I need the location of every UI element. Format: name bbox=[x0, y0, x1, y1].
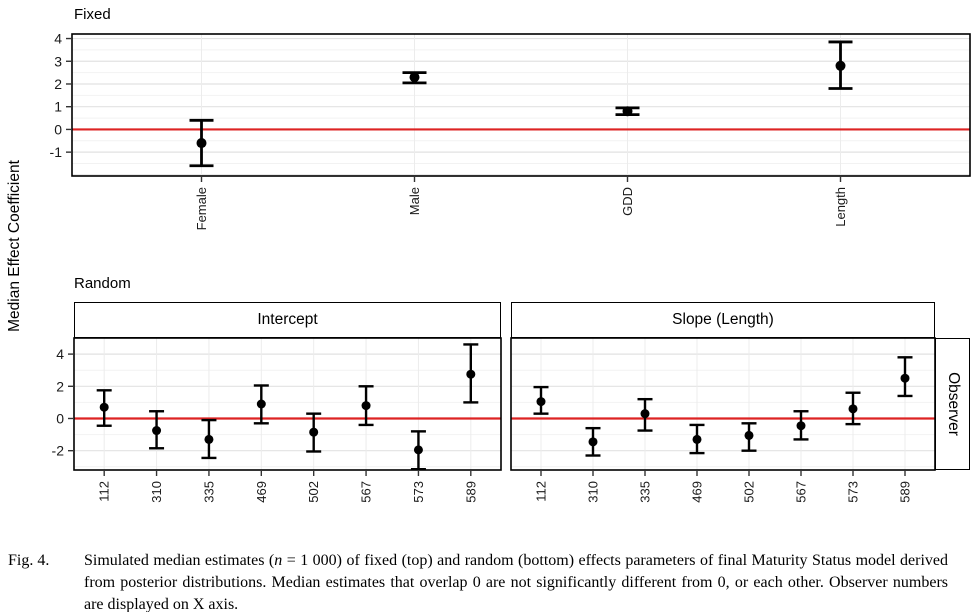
random-intercept-median-point bbox=[204, 435, 213, 444]
random-intercept-xtick-label: 310 bbox=[149, 481, 165, 503]
random-slope-xtick-label: 589 bbox=[897, 481, 913, 503]
random-slope-median-point bbox=[849, 404, 858, 413]
fixed-panel-title: Fixed bbox=[74, 6, 111, 23]
strip-slope-length bbox=[511, 302, 935, 338]
random-slope-median-point bbox=[797, 421, 806, 430]
random-intercept-median-point bbox=[309, 428, 318, 437]
fixed-ytick-label: 4 bbox=[54, 30, 62, 47]
caption-text: Simulated median estimates (n = 1 000) of fixed (top) and random (bottom) effects parameters of final Maturity Status model derived from posterior distributions. Median estimates that overlap 0 are not significantly different from 0, or each other. Observer numbers are displayed on X axis. bbox=[84, 552, 949, 612]
fixed-median-point bbox=[197, 138, 207, 148]
random-slope-median-point bbox=[537, 397, 546, 406]
fixed-ytick-label: 1 bbox=[54, 98, 62, 115]
random-intercept-median-point bbox=[466, 370, 475, 379]
fixed-median-point bbox=[836, 61, 846, 71]
y-axis-label: Median Effect Coefficient bbox=[6, 160, 23, 332]
strip-observer-label: Observer bbox=[944, 372, 962, 436]
random-intercept-ytick-label: -2 bbox=[51, 442, 64, 459]
random-slope-xtick-label: 310 bbox=[585, 481, 601, 503]
fixed-panel bbox=[50, 31, 970, 231]
random-slope-panel bbox=[511, 338, 935, 503]
random-intercept-xtick-label: 112 bbox=[96, 481, 112, 502]
random-intercept-ytick-label: 0 bbox=[56, 410, 64, 427]
strip-slope-length-label: Slope (Length) bbox=[672, 311, 774, 328]
random-slope-median-point bbox=[901, 374, 910, 383]
random-slope-xtick-label: 469 bbox=[689, 481, 705, 503]
random-intercept-median-point bbox=[257, 400, 266, 409]
fixed-xtick-label: Length bbox=[833, 187, 848, 227]
fixed-xtick-label: GDD bbox=[620, 187, 635, 216]
fixed-ytick-label: -1 bbox=[49, 144, 62, 161]
strip-observer bbox=[935, 338, 970, 470]
random-slope-xtick-label: 112 bbox=[533, 481, 549, 502]
random-intercept-xtick-label: 589 bbox=[463, 481, 479, 503]
random-intercept-xtick-label: 502 bbox=[306, 481, 322, 503]
random-intercept-median-point bbox=[152, 426, 161, 435]
fixed-xtick-label: Female bbox=[194, 187, 209, 231]
fixed-median-point bbox=[623, 106, 633, 116]
random-slope-median-point bbox=[589, 437, 598, 446]
random-slope-median-point bbox=[693, 435, 702, 444]
random-intercept-xtick-label: 567 bbox=[358, 481, 374, 503]
random-intercept-xtick-label: 335 bbox=[201, 481, 217, 503]
random-slope-xtick-label: 335 bbox=[637, 481, 653, 503]
fixed-xtick-label: Male bbox=[407, 187, 422, 216]
random-intercept-ytick-label: 4 bbox=[56, 346, 64, 363]
strip-intercept-label: Intercept bbox=[257, 311, 318, 328]
random-intercept-median-point bbox=[362, 401, 371, 410]
random-intercept-xtick-label: 469 bbox=[253, 481, 269, 503]
random-slope-median-point bbox=[641, 409, 650, 418]
random-panel-title: Random bbox=[74, 275, 131, 292]
strip-intercept bbox=[74, 302, 501, 338]
random-intercept-xtick-label: 573 bbox=[410, 481, 426, 503]
random-slope-median-point bbox=[745, 431, 754, 440]
fixed-ytick-label: 0 bbox=[54, 121, 62, 138]
random-slope-xtick-label: 502 bbox=[741, 481, 757, 503]
random-intercept-ytick-label: 2 bbox=[56, 378, 64, 395]
caption-italic-n: n bbox=[274, 552, 283, 569]
random-slope-xtick-label: 567 bbox=[793, 481, 809, 503]
random-slope-xtick-label: 573 bbox=[845, 481, 861, 503]
caption-label: Fig. 4. bbox=[8, 552, 50, 569]
random-intercept-median-point bbox=[100, 403, 109, 412]
random-intercept-median-point bbox=[414, 445, 423, 454]
random-intercept-panel bbox=[52, 338, 501, 503]
figure-caption bbox=[8, 550, 948, 612]
fixed-ytick-label: 2 bbox=[54, 75, 62, 92]
fixed-median-point bbox=[410, 72, 420, 82]
fixed-ytick-label: 3 bbox=[54, 53, 62, 70]
